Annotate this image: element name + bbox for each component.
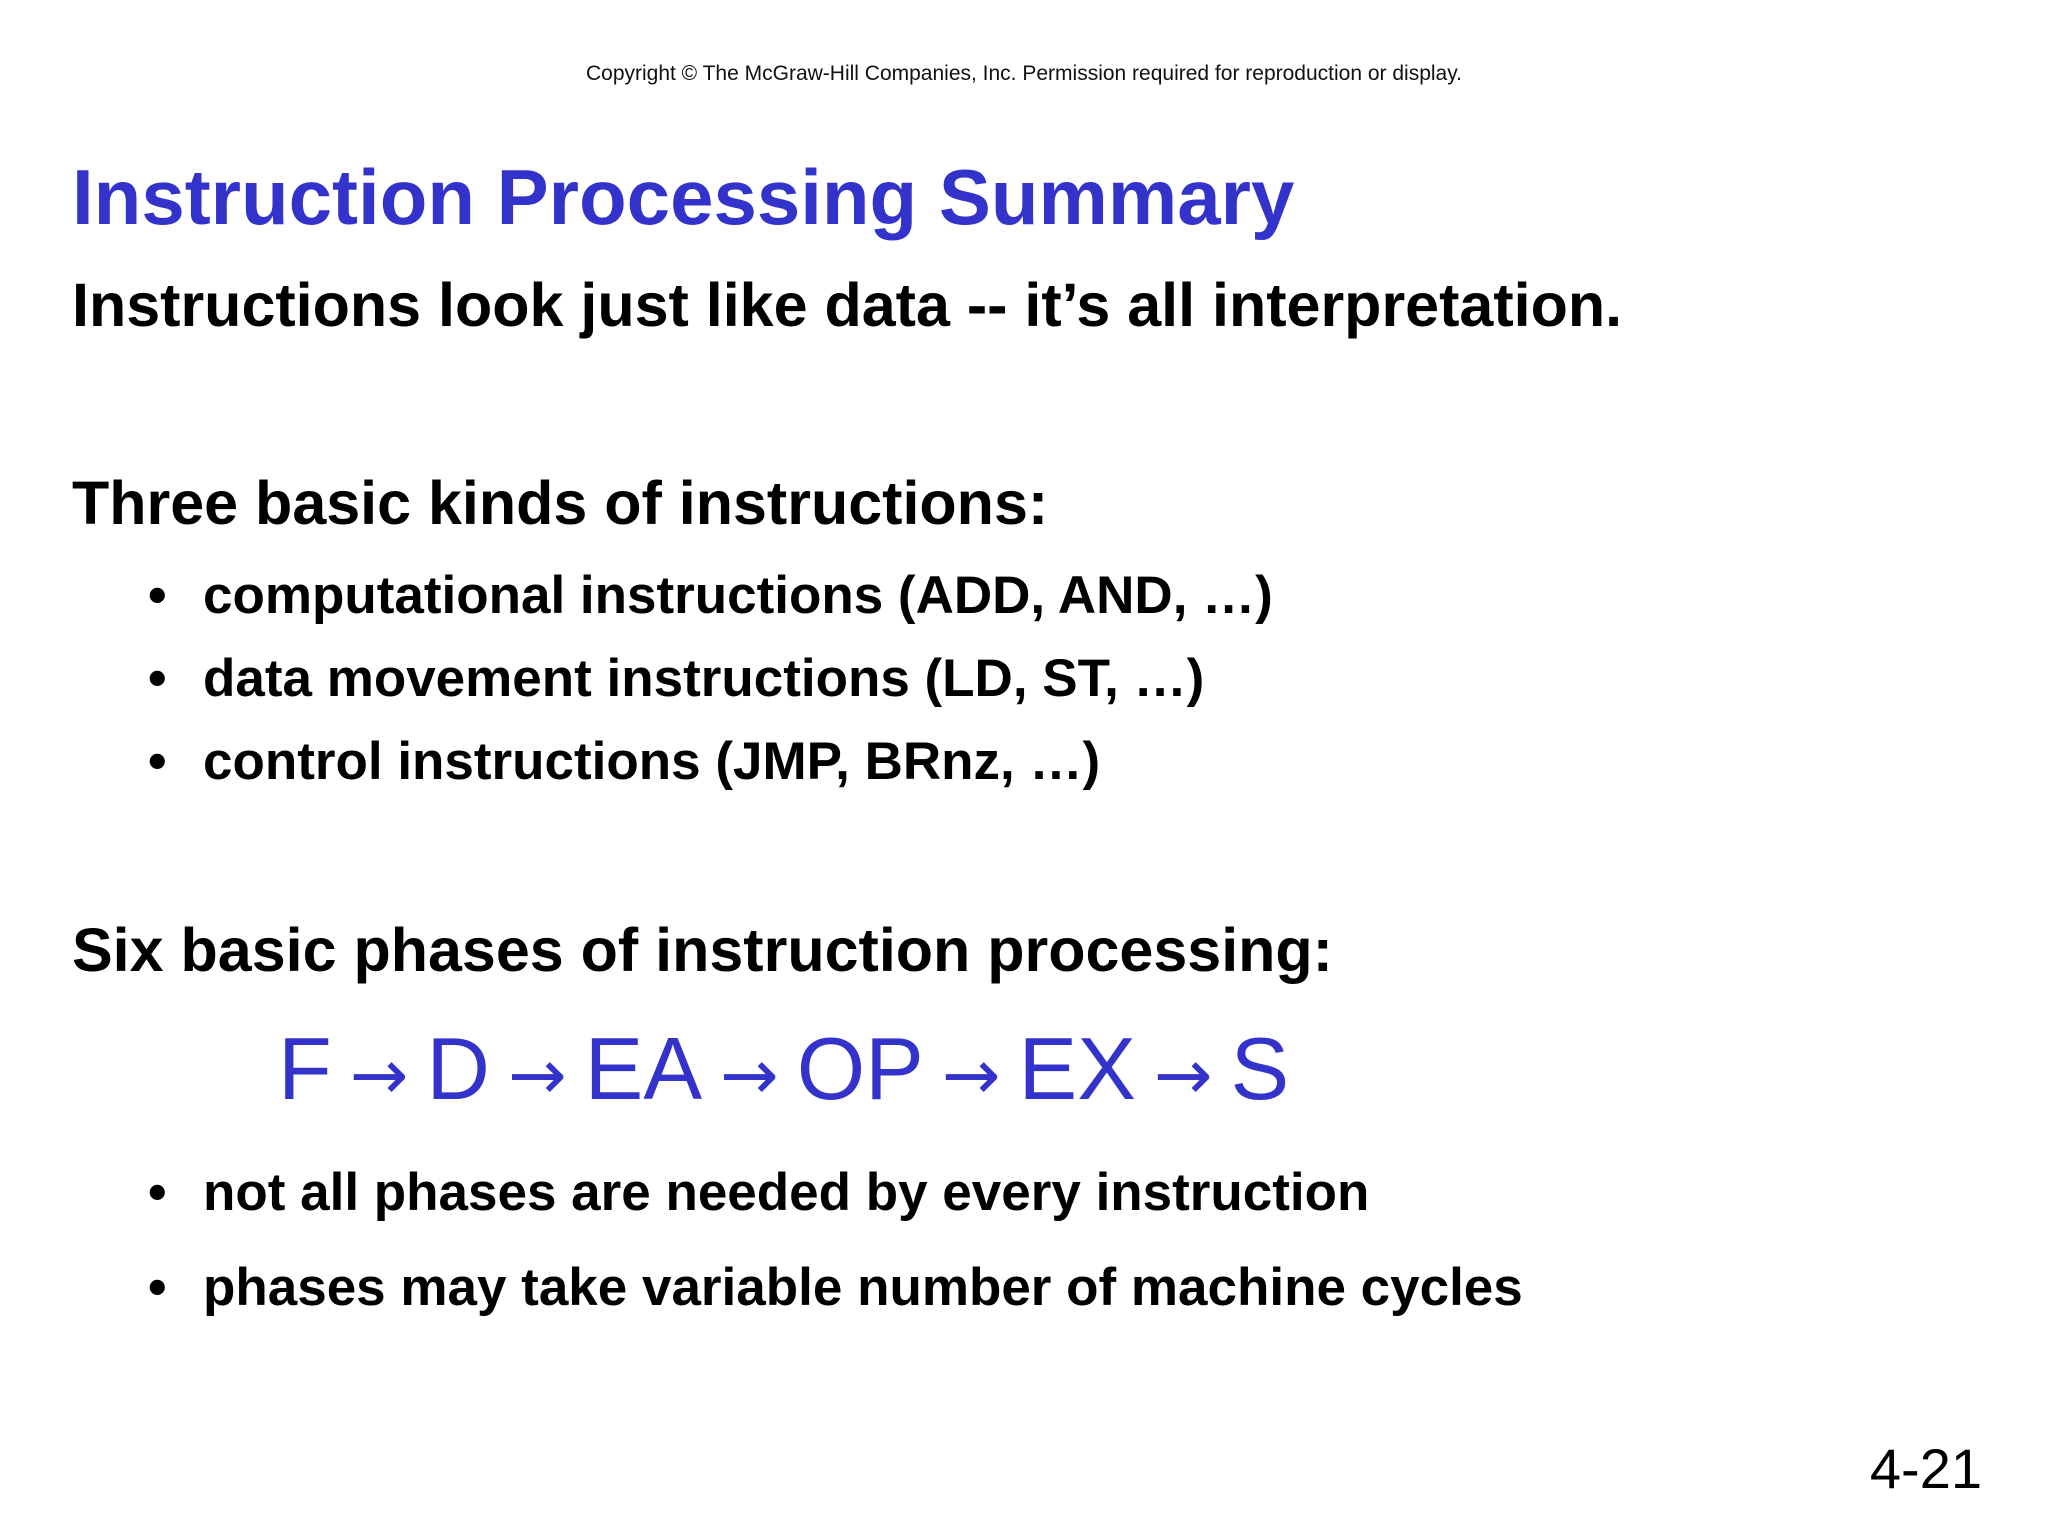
slide-title: Instruction Processing Summary [72, 153, 1295, 241]
phase-label: OP [796, 1019, 924, 1118]
phase-label: EA [584, 1019, 703, 1118]
list-item-text: phases may take variable number of machine cycles [203, 1258, 1523, 1317]
kinds-heading: Three basic kinds of instructions: [72, 469, 1049, 537]
phases-heading: Six basic phases of instruction processing: [72, 916, 1333, 984]
bullet-icon: • [148, 1163, 167, 1222]
list-item-text: data movement instructions (LD, ST, …) [203, 649, 1205, 708]
arrow-icon: → [720, 1034, 779, 1116]
copyright-notice: Copyright © The McGraw-Hill Companies, Inc. Permission required for reproduction or display. [585, 62, 1463, 85]
list-item-text: not all phases are needed by every instruction [203, 1163, 1370, 1222]
bullet-icon: • [148, 566, 167, 625]
phase-label: D [426, 1019, 490, 1118]
list-item-text: computational instructions (ADD, AND, …) [203, 566, 1273, 625]
arrow-icon: → [349, 1034, 409, 1116]
phase-label: F [278, 1019, 332, 1118]
intro-statement: Instructions look just like data -- it’s all interpretation. [72, 271, 1623, 339]
arrow-icon: → [1153, 1034, 1213, 1116]
bullet-icon: • [148, 1258, 167, 1317]
phase-label: S [1230, 1019, 1290, 1118]
page-number: 4-21 [1869, 1437, 1982, 1500]
bullet-icon: • [148, 732, 167, 791]
arrow-icon: → [507, 1034, 567, 1116]
bullet-icon: • [148, 649, 167, 708]
phase-sequence [278, 1018, 1289, 1120]
arrow-icon: → [941, 1034, 1001, 1116]
phase-label: EX [1018, 1019, 1136, 1118]
list-item-text: control instructions (JMP, BRnz, …) [203, 732, 1101, 791]
